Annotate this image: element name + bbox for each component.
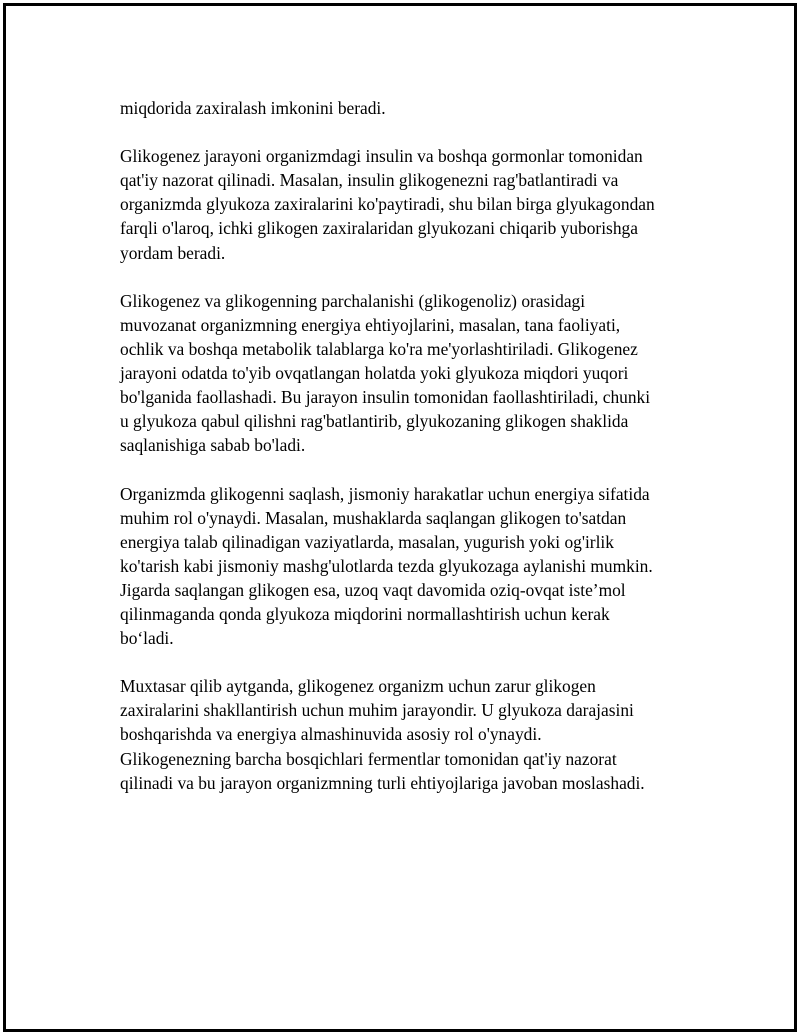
paragraph-2: Glikogenez jarayoni organizmdagi insulin va boshqa gormonlar tomonidan qat'iy nazorat qilinadi. Masalan, insulin glikogenezni rag'batlantiradi va organizmda glyukoza zaxiralarini ko'paytiradi, shu bilan birga glyukagondan farqli o'laroq, ichki glikogen zaxiralaridan glyukozani chiqarib yuborishga yordam beradi.	[120, 146, 655, 263]
paragraph-4: Organizmda glikogenni saqlash, jismoniy harakatlar uchun energiya sifatida muhim rol o'ynaydi. Masalan, mushaklarda saqlangan glikogen to'satdan energiya talab qilinadigan vaziyatlarda, masalan, yugurish yoki og'irlik ko'tarish kabi jismoniy mashg'ulotlarda tezda glyukozaga aylanishi mumkin. Jigarda saqlangan glikogen esa, uzoq vaqt davomida oziq-ovqat iste’mol qilinmaganda qonda glyukoza miqdorini normallashtirish uchun kerak bo‘ladi.	[120, 483, 653, 649]
paragraph-3: Glikogenez va glikogenning parchalanishi (glikogenoliz) orasidagi muvozanat organizmning energiya ehtiyojlarini, masalan, tana faoliyati, ochlik va boshqa metabolik talablarga ko'ra me'yorlashtiriladi. Glikogenez jarayoni odatda to'yib ovqatlangan holatda yoki glyukoza miqdori yuqori bo'lganida faollashadi. Bu jarayon insulin tomonidan faollashtiriladi, chunki u glyukoza qabul qilishni rag'batlantirib, glyukozaning glikogen shaklida saqlanishiga sabab bo'ladi.	[120, 290, 651, 456]
paragraph-5: Muxtasar qilib aytganda, glikogenez organizm uchun zarur glikogen zaxiralarini shakllantirish uchun muhim jarayondir. U glyukoza darajasini boshqarishda va energiya almashinuvida asosiy rol o'ynaydi. Glikogenezning barcha bosqichlari fermentlar tomonidan qat'iy nazorat qilinadi va bu jarayon organizmning turli ehtiyojlariga javoban moslashadi.	[120, 676, 645, 793]
document-body	[120, 96, 700, 819]
page-frame	[3, 3, 797, 1032]
paragraph-1: miqdorida zaxiralash imkonini beradi.	[120, 98, 386, 118]
